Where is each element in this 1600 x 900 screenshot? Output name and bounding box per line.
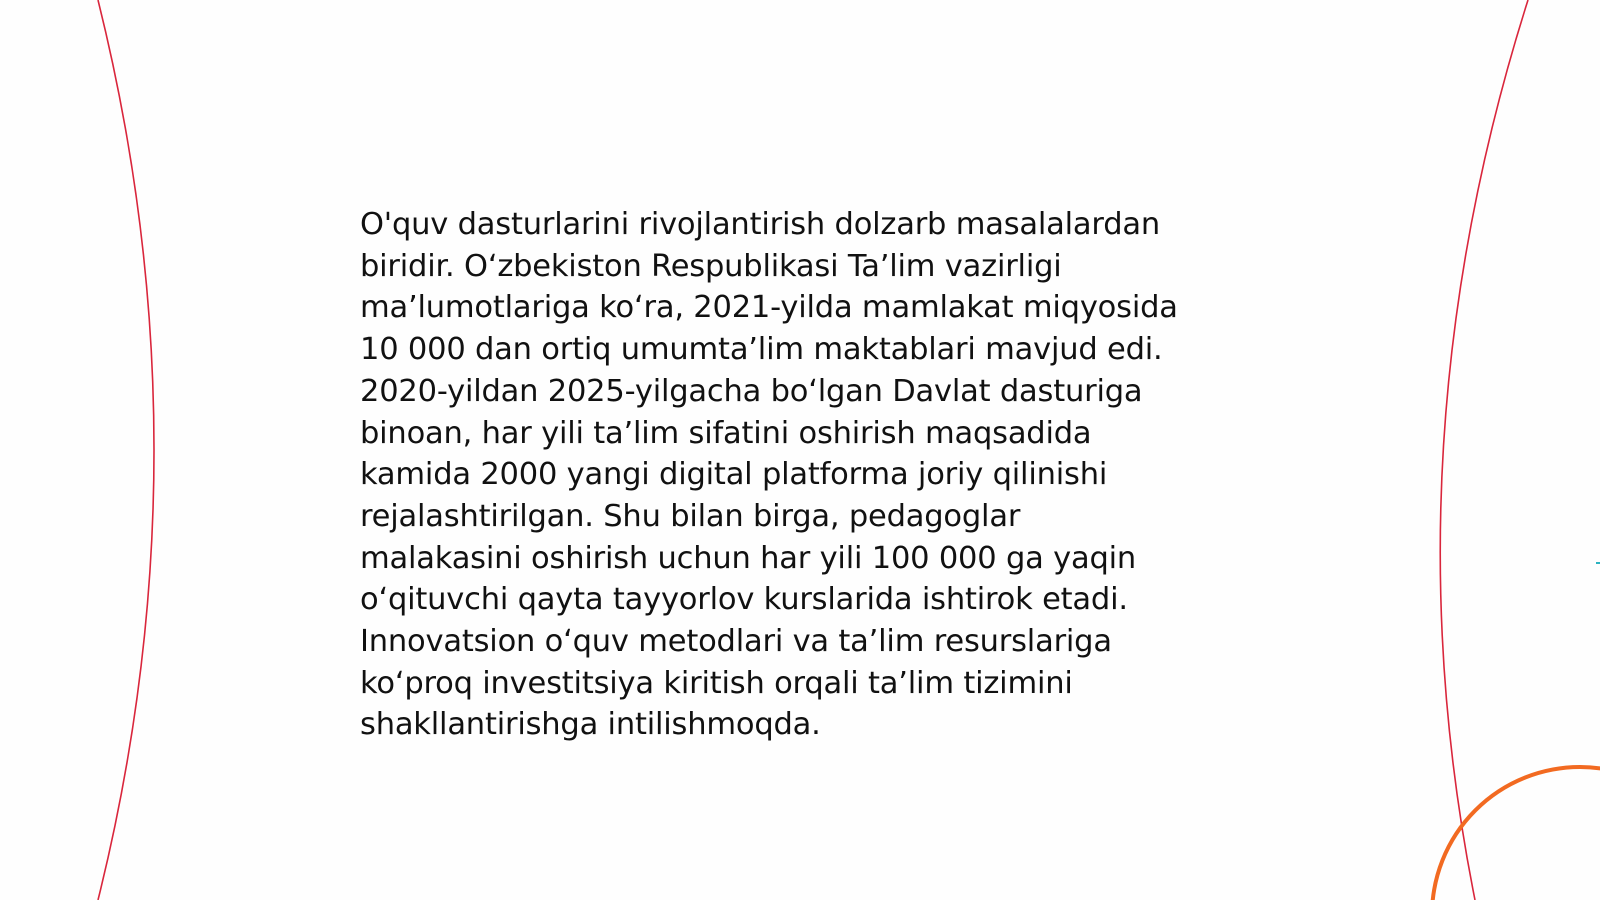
right-curve-decoration bbox=[1440, 0, 1528, 900]
left-curve-decoration bbox=[98, 0, 154, 900]
orange-arc-decoration bbox=[1432, 767, 1600, 900]
paragraph-line: biridir. O‘zbekiston Respublikasi Ta’lim vazirligi bbox=[360, 248, 1062, 284]
body-paragraph bbox=[360, 204, 1240, 746]
paragraph-line: 2020-yildan 2025-yilgacha bo‘lgan Davlat dasturiga bbox=[360, 373, 1143, 409]
paragraph-line: ma’lumotlariga ko‘ra, 2021-yilda mamlakat miqyosida bbox=[360, 290, 1178, 326]
paragraph-line: rejalashtirilgan. Shu bilan birga, pedagoglar bbox=[360, 498, 1021, 534]
paragraph-line: ko‘proq investitsiya kiritish orqali ta’lim tizimini bbox=[360, 665, 1073, 701]
paragraph-line: shakllantirishga intilishmoqda. bbox=[360, 707, 821, 743]
paragraph-line: binoan, har yili ta’lim sifatini oshirish maqsadida bbox=[360, 415, 1092, 451]
paragraph-line: o‘qituvchi qayta tayyorlov kurslarida ishtirok etadi. bbox=[360, 582, 1128, 618]
paragraph-line: kamida 2000 yangi digital platforma joriy qilinishi bbox=[360, 457, 1108, 493]
paragraph-line: O'quv dasturlarini rivojlantirish dolzarb masalalardan bbox=[360, 207, 1161, 242]
paragraph-line: 10 000 dan ortiq umumta’lim maktablari mavjud edi. bbox=[360, 332, 1163, 368]
paragraph-line: malakasini oshirish uchun har yili 100 000 ga yaqin bbox=[360, 540, 1137, 576]
paragraph-line: Innovatsion o‘quv metodlari va ta’lim resurslariga bbox=[360, 624, 1112, 660]
